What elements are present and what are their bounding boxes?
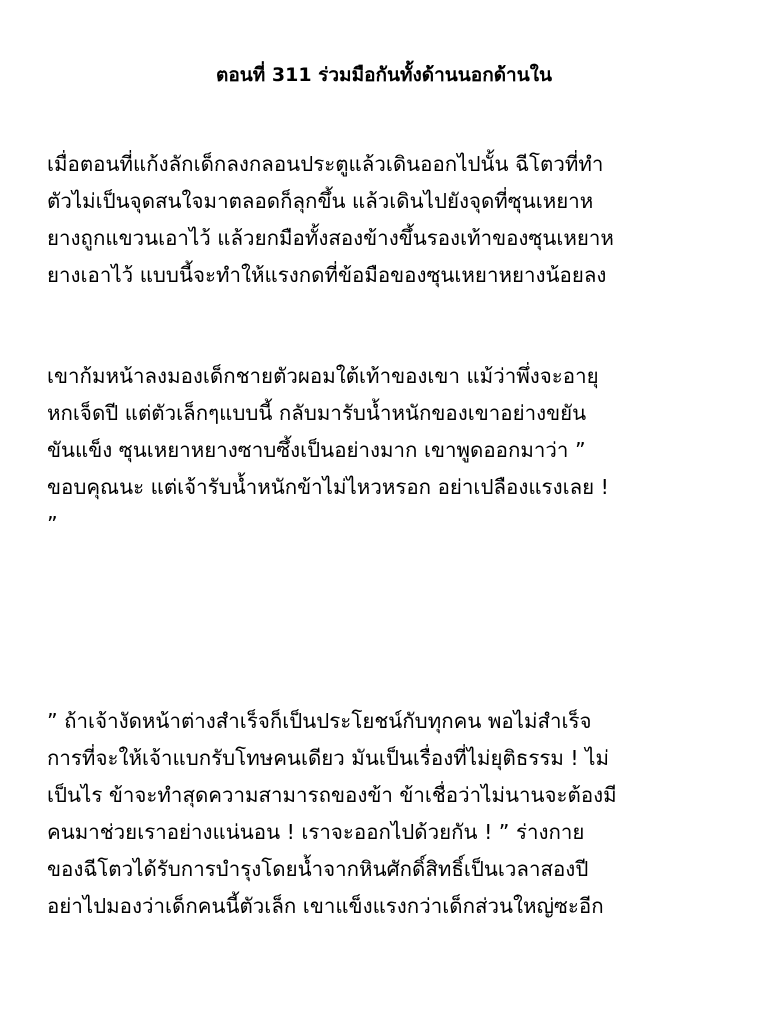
paragraph-line: ยางเอาไว้ แบบนี้จะทำให้แรงกดที่ข้อมือของซุนเหยาหยางน้อยลง: [47, 263, 607, 287]
paragraph-line: คนมาช่วยเราอย่างแน่นอน ! เราจะออกไปด้วยกัน ! ” ร่างกาย: [47, 820, 585, 844]
paragraph-2: [47, 358, 727, 543]
paragraph-line: ของฉีโตวได้รับการบำรุงโดยน้ำจากหินศักดิ์สิทธิ์เป็นเวลาสองปี: [47, 857, 589, 881]
paragraph-line: อย่าไปมองว่าเด็กคนนี้ตัวเล็ก เขาแข็งแรงกว่าเด็กส่วนใหญ่ซะอีก: [47, 894, 604, 918]
paragraph-line: หกเจ็ดปี แต่ตัวเล็กๆแบบนี้ กลับมารับน้ำหนักของเขาอย่างขยัน: [47, 401, 587, 425]
chapter-title: ตอนที่ 311 ร่วมมือกันทั้งด้านนอกด้านใน: [216, 64, 552, 86]
paragraph-line: ขันแข็ง ซุนเหยาหยางซาบซึ้งเป็นอย่างมาก เขาพูดออกมาว่า ”: [47, 438, 586, 462]
paragraph-line: ” ถ้าเจ้างัดหน้าต่างสำเร็จก็เป็นประโยชน์กับทุกคน พอไม่สำเร็จ: [47, 709, 592, 733]
paragraph-line: ยางถูกแขวนเอาไว้ แล้วยกมือทั้งสองข้างขึ้นรองเท้าของซุนเหยาห: [47, 226, 614, 250]
paragraph-line: เมื่อตอนที่แก้งลักเด็กลงกลอนประตูแล้วเดินออกไปนั้น ฉีโตวที่ทำ: [47, 152, 604, 176]
paragraph-line: ”: [47, 512, 58, 536]
paragraph-line: เป็นไร ข้าจะทำสุดความสามารถของข้า ข้าเชื่อว่าไม่นานจะต้องมี: [47, 783, 617, 807]
paragraph-1: [47, 146, 727, 294]
paragraph-line: ตัวไม่เป็นจุดสนใจมาตลอดก็ลุกขึ้น แล้วเดินไปยังจุดที่ซุนเหยาห: [47, 189, 594, 213]
paragraph-line: ขอบคุณนะ แต่เจ้ารับน้ำหนักข้าไม่ไหวหรอก อย่าเปลืองแรงเลย !: [47, 475, 609, 499]
paragraph-line: เขาก้มหน้าลงมองเด็กชายตัวผอมใต้เท้าของเขา แม้ว่าพึ่งจะอายุ: [47, 364, 599, 388]
paragraph-3: [47, 703, 727, 925]
paragraph-line: การที่จะให้เจ้าแบกรับโทษคนเดียว มันเป็นเรื่องที่ไม่ยุติธรรม ! ไม่: [47, 746, 609, 770]
